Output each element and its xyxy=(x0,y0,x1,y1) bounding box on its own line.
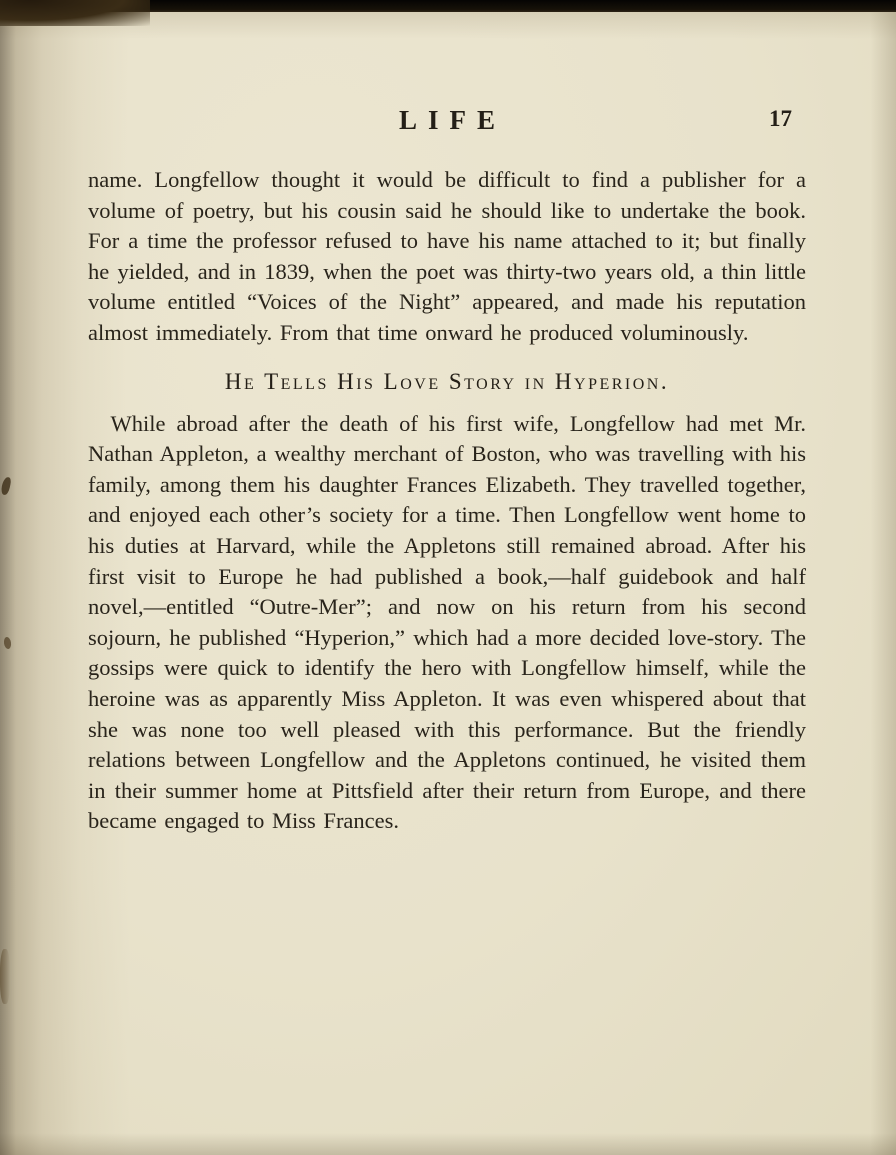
scan-artifact-mark xyxy=(0,476,12,495)
paper-background xyxy=(0,9,896,1155)
page-number: 17 xyxy=(769,106,792,131)
running-head-title: LIFE xyxy=(398,105,507,135)
page-text-block xyxy=(88,105,806,837)
second-paragraph: While abroad after the death of his first wife, Longfellow had met Mr. Nathan Appleton, a wealthy merchant of Boston, who was travelling with his family, among them his daughter Frances Elizabeth. They travelled together, and enjoyed each other’s society for a time. Then Longfellow went home to his duties at Harvard, while the Appletons still remained abroad. After his first visit to Europe he had published a book,—half guidebook and half novel,—entitled “Outre-Mer”; and now on his return from his second sojourn, he published “Hyperion,” which had a more decided love-story. The gossips were quick to identify the hero with Longfellow himself, while the heroine was as apparently Miss Appleton. It was even whispered about that she was none too well pleased with this performance. But the friendly relations between Longfellow and the Appletons continued, he visited them in their summer home at Pittsfield after their return from Europe, and there became engaged to Miss Frances. xyxy=(88,410,806,834)
body-text xyxy=(88,165,806,837)
scan-edge-top-left-corner xyxy=(0,0,150,26)
scan-artifact-smudge xyxy=(0,949,10,1004)
section-heading: He Tells His Love Story in Hyperion. xyxy=(224,368,670,394)
page-header xyxy=(88,105,806,149)
scan-artifact-mark xyxy=(3,637,12,650)
opening-paragraph: name. Longfellow thought it would be difficult to find a publisher for a volume of poetry, but his cousin said he should like to undertake the book. For a time the professor refused to have his name attached to it; but finally he yielded, and in 1839, when the poet was thirty-two years old, a thin little volume entitled “Voices of the Night” appeared, and made his reputation almost immediately. From that time onward he produced voluminously. xyxy=(88,167,806,345)
